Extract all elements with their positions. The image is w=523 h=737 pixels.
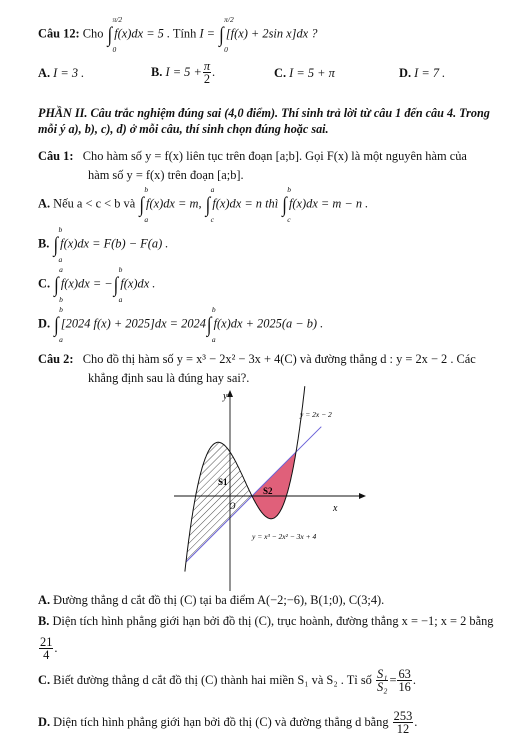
- region-s1-label: S1: [218, 477, 228, 487]
- c2-option-c[interactable]: C. Biết đường thẳng d cắt đồ thị (C) thành hai miền S₁ và S₂ . Tỉ số $\frac{\text{S₁}}{\text{S₂}}$ = $\frac{63}{16}$ .: [38, 667, 416, 695]
- c2-option-b[interactable]: B. Diện tích hình phẳng giới hạn bởi đồ thị (C), trục hoành, đường thẳng x = −1; x = 2 bằng: [38, 614, 494, 628]
- c2-stem-2: khẳng định sau là đúng hay sai?.: [88, 371, 250, 385]
- c2-stem-1: Câu 2: Cho đồ thị hàm số y = x³ − 2x² − 3x + 4(C) và đường thẳng d : y = 2x − 2 . Các: [38, 352, 476, 366]
- integral-sign-icon: ∫ b a: [113, 265, 123, 304]
- q12-option-b[interactable]: B. I = 5 + $\frac{\pi}{2}$ .: [151, 59, 216, 87]
- c2-option-a[interactable]: A. Đường thẳng d cắt đồ thị (C) tại ba điểm A(−2;−6), B(1;0), C(3;4).: [38, 593, 385, 607]
- q12-integrand: [f(x) + 2sin x]dx ?: [225, 26, 318, 41]
- y-axis-arrow-icon: [227, 390, 233, 397]
- integral-sign-icon: ∫ b c: [282, 185, 292, 224]
- y-axis-label: y: [223, 391, 228, 402]
- q12-cho: Cho: [82, 26, 104, 41]
- integral-sign-icon: ∫ π/2 0: [107, 15, 123, 54]
- q12-stem: [38, 15, 318, 54]
- q12-given: f(x)dx = 5 .: [114, 26, 171, 41]
- line-d-label: y = 2x − 2: [300, 410, 332, 419]
- part2-title-2: mỗi ý a), b), c), d) ở mỗi câu, thí sinh chọn đúng hoặc sai.: [38, 122, 329, 136]
- integral-sign-icon: ∫ b a: [54, 305, 63, 344]
- c2-option-d[interactable]: D. Diện tích hình phẳng giới hạn bởi đồ thị (C) và đường thẳng d bằng $\frac{253}{12}$ .: [38, 709, 418, 737]
- q12-I: I =: [199, 26, 216, 41]
- c1-stem-1: Câu 1: Cho hàm số y = f(x) liên tục trên đoạn [a;b]. Gọi F(x) là một nguyên hàm của: [38, 149, 467, 163]
- part2-title: PHẦN II. Câu trắc nghiệm đúng sai (4,0 điểm). Thí sinh trả lời từ câu 1 đến câu 4. Trong: [38, 106, 490, 120]
- c1-option-b[interactable]: B. ∫ b a f(x)dx = F(b) − F(a) .: [38, 225, 169, 264]
- curve-c-label: y = x³ − 2x² − 3x + 4: [252, 532, 317, 541]
- c1-option-c[interactable]: C. ∫ a b f(x)dx = −∫ b a f(x)dx .: [38, 265, 156, 304]
- origin-label: O: [229, 501, 236, 511]
- q12-label: Câu 12:: [38, 26, 80, 41]
- region-s1: [186, 442, 252, 562]
- q12-option-a[interactable]: A. I = 3 .: [38, 66, 85, 80]
- c1-stem-2: hàm số y = f(x) trên đoạn [a;b].: [88, 168, 244, 182]
- x-axis-label: x: [333, 503, 338, 514]
- x-axis-arrow-icon: [359, 493, 366, 499]
- q12-option-c[interactable]: C. I = 5 + π: [274, 66, 335, 80]
- integral-sign-icon: ∫ b a: [206, 305, 216, 344]
- q12-tinh: Tính: [172, 26, 197, 41]
- c1-option-d[interactable]: D. ∫ b a [2024 f(x) + 2025]dx = 2024∫ b a f(x)dx + 2025(a − b) .: [38, 305, 324, 344]
- c1-option-a[interactable]: A. Nếu a < c < b và ∫ b a f(x)dx = m, ∫ a c f(x)dx = n thì ∫ b c f(x)dx = m − n .: [38, 185, 369, 224]
- integral-sign-icon: ∫ b a: [139, 185, 149, 224]
- c2-graph: [170, 385, 370, 595]
- integral-sign-icon: ∫ π/2 0: [219, 15, 234, 54]
- integral-sign-icon: ∫ a b: [54, 265, 63, 304]
- integral-sign-icon: ∫ a c: [205, 185, 215, 224]
- integral-sign-icon: ∫ b a: [53, 225, 63, 264]
- region-s2-label: S2: [263, 486, 273, 496]
- c2-option-b-answer: $\frac{21}{4}$ .: [40, 635, 58, 663]
- q12-option-d[interactable]: D. I = 7 .: [399, 66, 446, 80]
